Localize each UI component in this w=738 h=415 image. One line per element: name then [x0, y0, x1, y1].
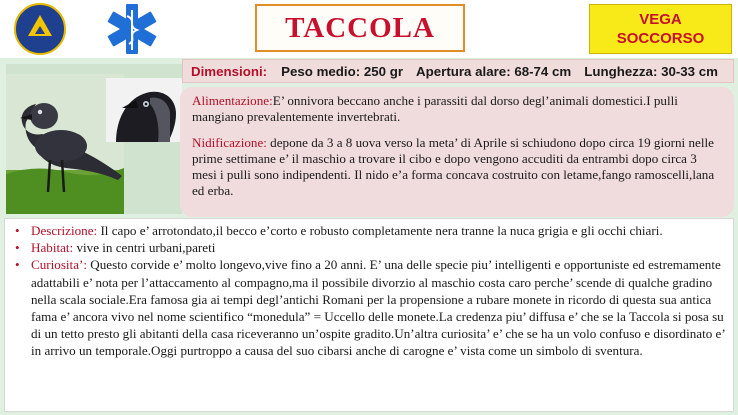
habitat-item — [13, 239, 725, 256]
title-box — [255, 4, 465, 52]
header — [0, 0, 738, 58]
description-item — [13, 222, 725, 239]
info-box — [180, 87, 734, 217]
weight-value: Peso medio: 250 gr — [281, 63, 404, 79]
dimensions-bar — [182, 59, 734, 83]
nesting-label: Nidificazione: — [192, 135, 267, 150]
length-value: Lunghezza: 30-33 cm — [584, 63, 718, 79]
dimensions-label: Dimensioni: — [191, 63, 268, 79]
wingspan-value: Apertura alare: 68-74 cm — [416, 63, 572, 79]
food-text: E’ onnivora beccano anche i parassiti dal dorso degl’animali domestici.I pulli mangiano prevalentemente invertebrati. — [192, 93, 678, 124]
bird-photo — [6, 64, 182, 214]
curiosity-label: Curiosita’: — [31, 257, 88, 273]
curiosity-text: Questo corvide e’ molto longevo,vive fino a 20 anni. E’ una delle specie piu’ intelligenti e opportuniste ed estremamente adattabili e’ nota per l’attaccamento al compagno,ma il possibile divorzio al maschio costa caro perche’ scende di qualche gradino nella scala sociale.Era famosa gia ai tempi degl’antichi Romani per la propensione a rubare monete in ricordo di questa sua antica fama e’ ancora vivo nel nome scientifico “monedula” = Uccello delle monete.La credenza piu’ diffusa e’ che se la Taccola si posa su di un tetto presto gli abitanti della casa riceveranno un’ospite gradito.Un’altra curiosita’ e’ che se ha un volo confuso e disordinato e’ in arrivo un temporale.Oggi purtroppo a causa del suo cibarsi anche di carogne e’ vista come un simbolo di sventura. — [31, 257, 725, 359]
habitat-label: Habitat: — [31, 240, 74, 256]
nesting-text: depone da 3 a 8 uova verso la meta’ di Aprile si schiudono dopo circa 19 giorni nelle prime settimane e’ il maschio a trovare il cibo e dopo vengono accuditi da entrambi dopo circa 3 mesi i pulli sono indipendenti. Il nido e’a forma concava costruito con letame,fango ramoscelli,lana ed erba. — [192, 135, 715, 198]
habitat-text: vive in centri urbani,pareti — [73, 240, 216, 256]
civil-protection-logo — [14, 3, 66, 55]
star-of-life-icon — [104, 2, 160, 56]
nesting-paragraph — [192, 135, 724, 199]
curiosity-item — [13, 256, 725, 359]
badge-line-2: SOCCORSO — [616, 30, 705, 47]
details-box — [4, 218, 734, 412]
badge-line-1: VEGA — [639, 11, 682, 28]
food-paragraph — [192, 93, 724, 125]
description-label: Descrizione: — [31, 223, 98, 238]
vega-soccorso-badge — [589, 4, 732, 54]
description-text: Il capo e’ arrotondato,il becco e’corto e robusto completamente nera tranne la nuca grigia e gli occhi chiari. — [97, 223, 663, 238]
page-title: TACCOLA — [285, 11, 435, 44]
jackdaw-head-inset — [106, 78, 182, 142]
food-label: Alimentazione: — [192, 93, 273, 108]
